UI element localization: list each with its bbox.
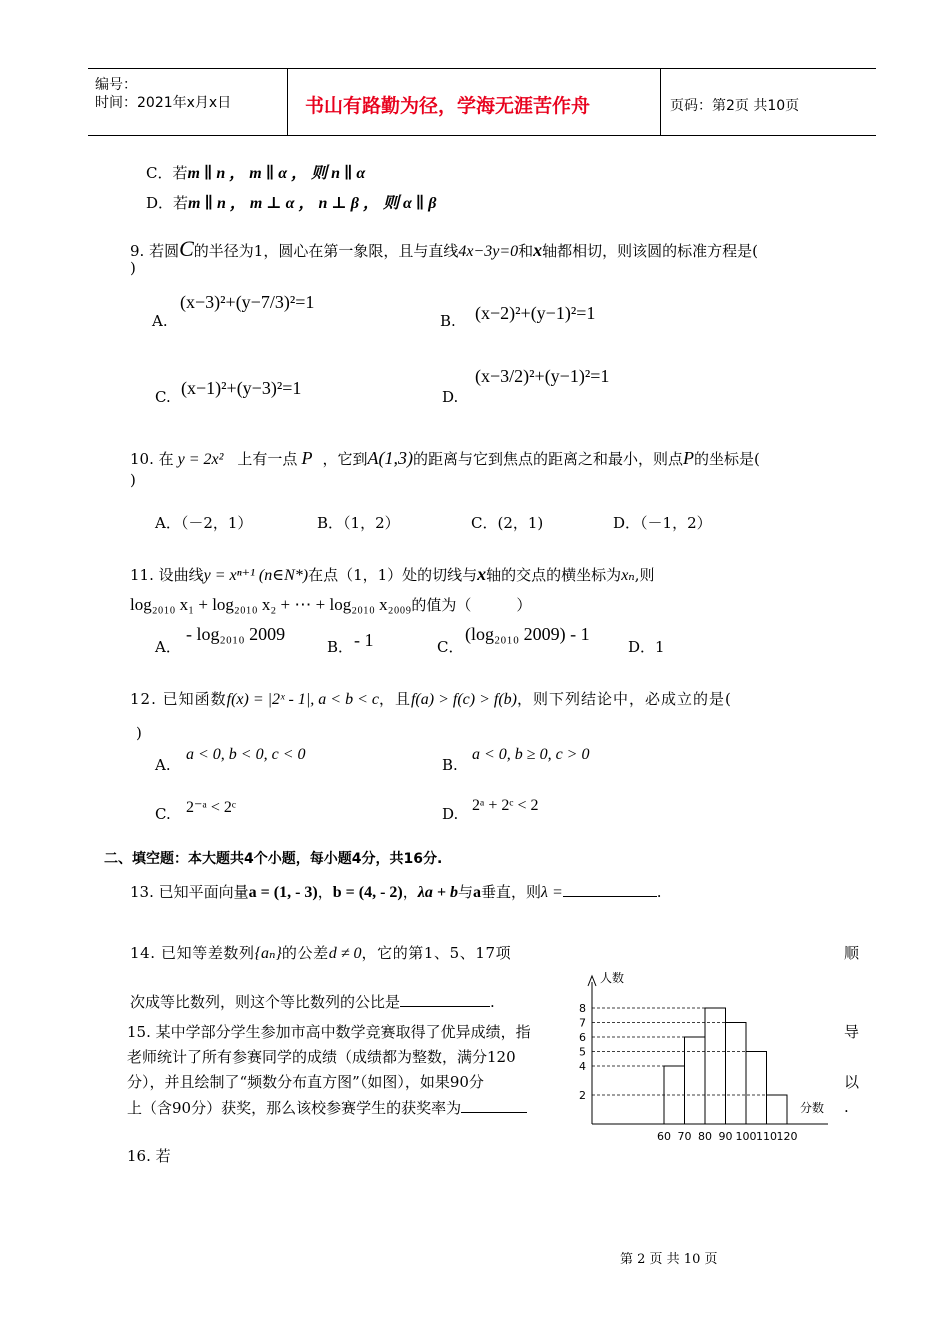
y-axis-label: 人数 (600, 971, 625, 985)
q9-stem (130, 236, 758, 262)
q8-option-c (146, 160, 365, 183)
q12-a-math: a < 0, b < 0, c < 0 (186, 746, 306, 763)
q9-d-math: (x−3/2)²+(y−1)²=1 (475, 366, 610, 386)
page-info: 页码：第2页 共10页 (670, 98, 800, 114)
y-tick-label: 6 (579, 1031, 586, 1044)
q13-stem-suffix: 垂直，则 (481, 883, 542, 901)
q13-stem-mid: 与 (457, 883, 473, 901)
q12-stem-suffix: ，则下列结论中，必成立的是( (516, 690, 732, 708)
q10-option-b: B．（1，2） (317, 514, 400, 532)
q9-stem-mid2: 和 (518, 242, 534, 260)
q9-stem-suffix: 轴都相切，则该圆的标准方程是( (542, 242, 758, 260)
q12-c-label: C. (155, 805, 171, 823)
q14-tail: 顺 (844, 944, 860, 962)
q14-stem-mid: 的公差 (281, 944, 329, 962)
q9-var-x: x (533, 240, 543, 260)
q10-var-p: P (301, 448, 313, 468)
q14-stem-suffix: ，它的第1、5、17项 (361, 944, 512, 962)
q15-line4-text: 上（含90分）获奖，那么该校参赛学生的获奖率为 (127, 1099, 462, 1117)
q15-line1: 15. 某中学部分学生参加市高中数学竞赛取得了优异成绩，指 (127, 1023, 531, 1041)
q11-curve: y = xⁿ⁺¹ (n∈N*) (203, 567, 309, 584)
serial-label: 编号： (95, 77, 137, 93)
q15-line1-tail: 导 (844, 1023, 860, 1041)
histogram-bar (726, 1023, 747, 1125)
q13-lambda: λ = (541, 884, 563, 901)
y-tick-label: 5 (579, 1045, 586, 1059)
x-tick-label: 60 (657, 1130, 671, 1143)
header-motto: 书山有路勤为径，学海无涯苦作舟 (305, 95, 591, 117)
q12-d-label: D. (442, 805, 459, 823)
q15-line4 (127, 1096, 527, 1118)
time-label: 时间：2021年x月x日 (95, 95, 232, 111)
q11-stem-value: 的值为（ ） (411, 596, 532, 614)
q9-c-math: (x−1)²+(y−3)²=1 (181, 378, 302, 398)
histogram-bar (767, 1095, 788, 1124)
q9-stem-close: ) (130, 259, 136, 277)
q10-curve: y = 2x² (177, 451, 224, 468)
q15-line2: 老师统计了所有参赛同学的成绩（成绩都为整数，满分120 (127, 1048, 516, 1066)
q13-vec-b: b = (4, - 2) (332, 884, 403, 901)
q9-stem-prefix: 9. 若圆 (130, 242, 180, 260)
x-tick-label: 90 (718, 1130, 733, 1143)
footer-page: 第 2 页 共 10 页 (620, 1252, 718, 1267)
q11-c-label: C． (437, 638, 464, 656)
q13-a-bold: a (473, 884, 481, 901)
q16-stem: 16. 若 (127, 1147, 171, 1165)
histogram-chart (570, 962, 840, 1152)
q12-stem-prefix: 12. 已知函数 (130, 690, 227, 708)
q11-option-d: D．1 (628, 638, 665, 656)
y-tick-label: 7 (579, 1016, 586, 1030)
histogram-bar (685, 1037, 706, 1124)
x-tick-label: 70 (677, 1130, 692, 1143)
q11-stem (130, 564, 655, 585)
q11-b-math: - 1 (354, 630, 374, 650)
q12-a-label: A. (155, 756, 171, 774)
q14-end: . (490, 993, 495, 1011)
q9-a-label: A. (152, 312, 168, 330)
q12-b-label: B. (442, 756, 458, 774)
histogram-bar (746, 1052, 767, 1125)
q11-log-line (130, 594, 531, 615)
q8-d-label: D．若 (146, 194, 189, 212)
q10-stem-close: ) (130, 471, 136, 489)
q14-cond: d ≠ 0 (328, 945, 362, 962)
x-axis-label: 分数 (800, 1101, 825, 1115)
q13-stem-prefix: 13. 已知平面向量 (130, 883, 249, 901)
q10-stem-mid3: 的距离与它到焦点的距离之和最小，则点 (412, 450, 683, 468)
q11-stem-suffix: 轴的交点的横坐标为 (486, 566, 622, 584)
q13-sep: ， (317, 883, 333, 901)
header-divider-right (660, 68, 661, 136)
q11-b-label: B． (327, 638, 354, 656)
q12-b-math: a < 0, b ≥ 0, c > 0 (472, 746, 590, 763)
q9-b-label: B. (440, 312, 456, 330)
q10-stem-prefix: 10. 在 (130, 450, 174, 468)
q12-stem (130, 688, 732, 709)
q10-stem (130, 448, 760, 469)
q9-d-label: D. (442, 388, 459, 406)
q10-stem-mid2: ，它到 (322, 450, 368, 468)
q14-line2 (130, 990, 495, 1012)
q9-a-math: (x−3)²+(y−7/3)²=1 (180, 292, 315, 312)
x-tick-label: 100 (735, 1130, 757, 1143)
x-tick-label: 80 (698, 1130, 712, 1143)
q9-var-c: C (179, 236, 194, 261)
q14-stem-prefix: 14. 已知等差数列 (130, 944, 255, 962)
q10-option-d: D．（－1，2） (613, 514, 712, 532)
header-divider-left (287, 68, 288, 136)
x-tick-label: 120 (776, 1130, 798, 1143)
q10-stem-mid: 上有一点 (237, 450, 298, 468)
q13-sep-2: ， (402, 883, 418, 901)
q11-stem-prefix: 11. 设曲线 (130, 566, 204, 584)
q8-option-d (146, 190, 436, 213)
q15-line3-tail: 以 (844, 1073, 860, 1091)
q12-stem-mid: ，且 (378, 690, 411, 708)
q9-stem-mid: 的半径为1，圆心在第一象限，且与直线 (193, 242, 459, 260)
header-bottom-border (88, 135, 876, 136)
y-tick-label: 4 (579, 1060, 586, 1073)
q12-d-math: 2ᵃ + 2ᶜ < 2 (472, 797, 539, 814)
y-tick-label: 8 (579, 1002, 586, 1015)
q11-log-expr: log₂₀₁₀ x₁ + log₂₀₁₀ x₂ + ⋯ + log₂₀₁₀ x₂₀₀₉ (130, 595, 412, 614)
q12-c-math: 2⁻ᵃ < 2ᶜ (186, 799, 236, 816)
q8-d-math: m ∥ n ， m ⊥ α ， n ⊥ β ， 则 α ∥ β (188, 195, 437, 212)
q12-stem-close: ) (136, 724, 142, 742)
q11-stem-mid: 在点（1，1）处的切线与 (308, 566, 478, 584)
q11-c-math: (log₂₀₁₀ 2009) - 1 (465, 624, 590, 644)
q14-seq: {aₙ} (254, 945, 282, 962)
y-tick-label: 2 (579, 1089, 586, 1102)
q14-stem (130, 942, 511, 963)
q15-line4-tail: . (844, 1098, 849, 1116)
x-tick-label: 110 (756, 1130, 777, 1143)
histogram-bar (705, 1008, 726, 1124)
q10-stem-suffix: 的坐标是( (693, 450, 760, 468)
q11-stem-end: ,则 (634, 566, 655, 584)
header-top-border (88, 68, 876, 69)
q9-c-label: C. (155, 388, 171, 406)
q9-b-math: (x−2)²+(y−1)²=1 (475, 303, 596, 323)
q14-answer-blank[interactable] (400, 990, 490, 1007)
q8-c-label: C．若 (146, 164, 188, 182)
q11-a-label: A． (155, 638, 181, 656)
q10-option-a: A．（－2，1） (155, 514, 253, 532)
q14-line2-text: 次成等比数列，则这个等比数列的公比是 (130, 993, 401, 1011)
section2-title: 二、填空题：本大题共4个小题，每小题4分，共16分. (104, 851, 443, 867)
q10-option-c: C．(2，1) (471, 514, 544, 532)
q10-var-p-2: P (682, 448, 694, 468)
q11-var-x: x (477, 564, 487, 584)
q8-c-math: m ∥ n ， m ∥ α ， 则 n ∥ α (187, 165, 366, 182)
q13-expr: λa + b (417, 884, 458, 901)
q12-func: f(x) = |2ˣ - 1|, a < b < c (226, 691, 379, 708)
q13-end: . (656, 883, 662, 901)
q11-a-math: - log₂₀₁₀ 2009 (186, 624, 286, 644)
q12-cond: f(a) > f(c) > f(b) (410, 691, 517, 708)
q11-xn: xₙ (621, 567, 635, 584)
q13-stem (130, 880, 662, 902)
q10-point-a: A(1,3) (367, 448, 413, 468)
q9-line-eq: 4x−3y=0 (458, 243, 519, 260)
q15-line3: 分），并且绘制了“频数分布直方图”（如图），如果90分 (127, 1073, 484, 1091)
q13-vec-a: a = (1, - 3) (248, 884, 318, 901)
q15-answer-blank[interactable] (461, 1096, 527, 1113)
q13-answer-blank[interactable] (563, 880, 657, 897)
